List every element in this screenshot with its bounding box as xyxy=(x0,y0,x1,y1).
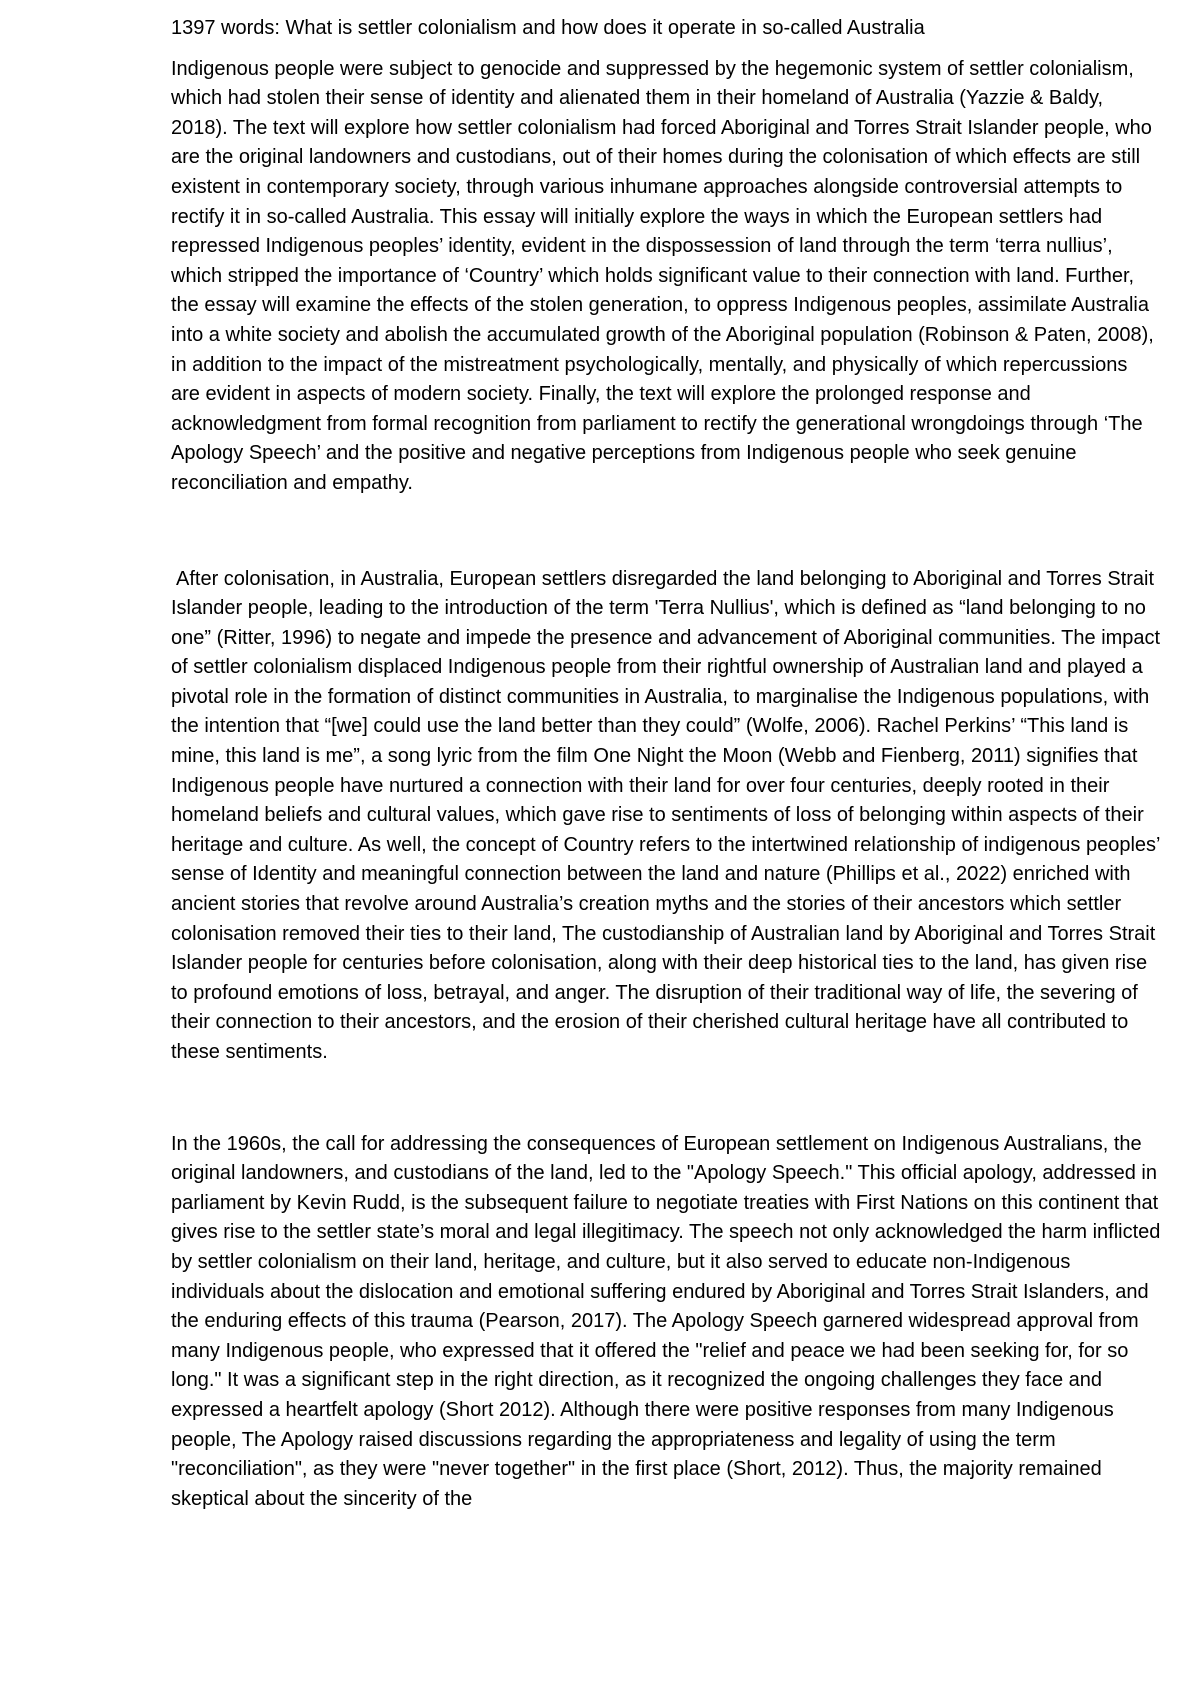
document-page xyxy=(171,14,1161,1514)
paragraph-apology-speech: In the 1960s, the call for addressing the consequences of European settlement on Indigenous Australians, the original landowners, and custodians of the land, led to the "Apology Speech." This official apology, addressed in parliament by Kevin Rudd, is the subsequent failure to negotiate treaties with First Nations on this continent that gives rise to the settler state’s moral and legal illegitimacy. The speech not only acknowledged the harm inflicted by settler colonialism on their land, heritage, and culture, but it also served to educate non-Indigenous individuals about the dislocation and emotional suffering endured by Aboriginal and Torres Strait Islanders, and the enduring effects of this trauma (Pearson, 2017). The Apology Speech garnered widespread approval from many Indigenous people, who expressed that it offered the "relief and peace we had been seeking for, for so long." It was a significant step in the right direction, as it recognized the ongoing challenges they face and expressed a heartfelt apology (Short 2012). Although there were positive responses from many Indigenous people, The Apology raised discussions regarding the appropriateness and legality of using the term "reconciliation", as they were "never together" in the first place (Short, 2012). Thus, the majority remained skeptical about the sincerity of the xyxy=(171,1132,1161,1510)
paragraph-introduction: Indigenous people were subject to genocide and suppressed by the hegemonic system of settler colonialism, which had stolen their sense of identity and alienated them in their homeland of Australia (Yazzie & Baldy, 2018). The text will explore how settler colonialism had forced Aboriginal and Torres Strait Islander people, who are the original landowners and custodians, out of their homes during the colonisation of which effects are still existent in contemporary society, through various inhumane approaches alongside controversial attempts to rectify it in so-called Australia. This essay will initially explore the ways in which the European settlers had repressed Indigenous peoples’ identity, evident in the dispossession of land through the term ‘terra nullius’, which stripped the importance of ‘Country’ which holds significant value to their connection with land. Further, the essay will examine the effects of the stolen generation, to oppress Indigenous peoples, assimilate Australia into a white society and abolish the accumulated growth of the Aboriginal population (Robinson & Paten, 2008), in addition to the impact of the mistreatment psychologically, mentally, and physically of which repercussions are evident in aspects of modern society. Finally, the text will explore the prolonged response and acknowledgment from formal recognition from parliament to rectify the generational wrongdoings through ‘The Apology Speech’ and the positive and negative perceptions from Indigenous people who seek genuine reconciliation and empathy. xyxy=(171,57,1154,494)
paragraph-terra-nullius: After colonisation, in Australia, European settlers disregarded the land belonging to Aboriginal and Torres Strait Islander people, leading to the introduction of the term 'Terra Nullius', which is defined as “land belonging to no one” (Ritter, 1996) to negate and impede the presence and advancement of Aboriginal communities. The impact of settler colonialism displaced Indigenous people from their rightful ownership of Australian land and played a pivotal role in the formation of distinct communities in Australia, to marginalise the Indigenous populations, with the intention that “[we] could use the land better than they could” (Wolfe, 2006). Rachel Perkins’ “This land is mine, this land is me”, a song lyric from the film One Night the Moon (Webb and Fienberg, 2011) signifies that Indigenous people have nurtured a connection with their land for over four centuries, deeply rooted in their homeland beliefs and cultural values, which gave rise to sentiments of loss of belonging within aspects of their heritage and culture. As well, the concept of Country refers to the intertwined relationship of indigenous peoples’ sense of Identity and meaningful connection between the land and nature (Phillips et al., 2022) enriched with ancient stories that revolve around Australia’s creation myths and the stories of their ancestors which settler colonisation removed their ties to their land, The custodianship of Australian land by Aboriginal and Torres Strait Islander people for centuries before colonisation, along with their deep historical ties to the land, has given rise to profound emotions of loss, betrayal, and anger. The disruption of their traditional way of life, the severing of their connection to their ancestors, and the erosion of their cherished cultural heritage have all contributed to these sentiments. xyxy=(171,567,1161,1063)
document-title: 1397 words: What is settler colonialism and how does it operate in so-called Australia xyxy=(171,17,925,39)
